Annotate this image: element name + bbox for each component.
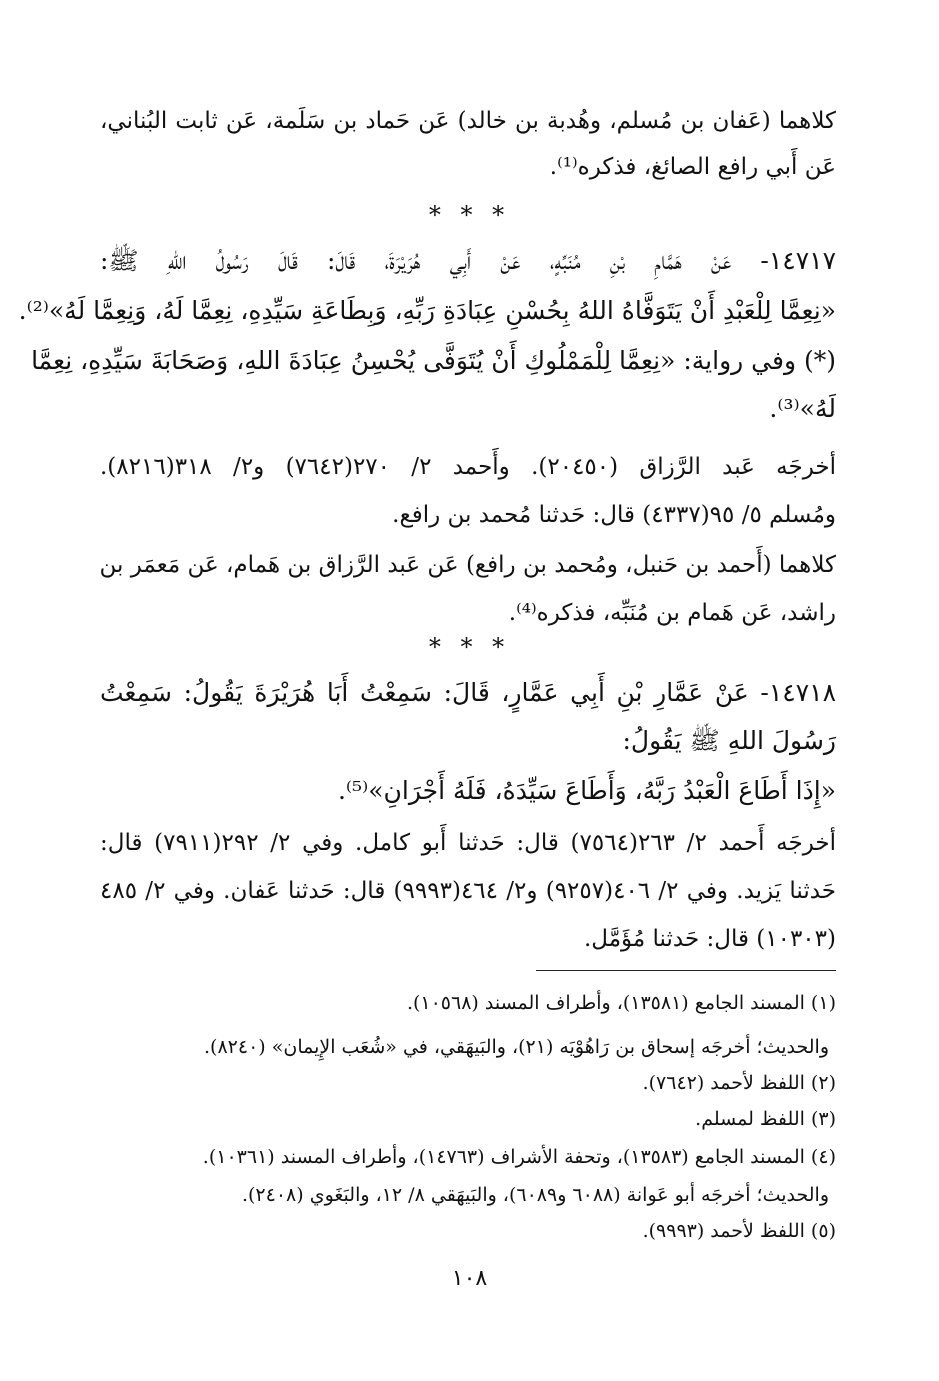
takhrij-14717-line-3: كلاهما (أَحمد بن حَنبل، ومُحمد بن رافع) عَن عَبد الرَّزاق بن هَمام، عَن مَعمَر بن xyxy=(99,552,836,578)
takhrij-14717-line-2: ومُسلم ٥/ ٩٥(٤٣٣٧) قال: حَدثنا مُحمد بن رافع. xyxy=(392,502,836,528)
footnote-3: (٣) اللفظ لمسلم. xyxy=(695,1108,836,1130)
isnad-line-1: كلاهما (عَفان بن مُسلم، وهُدبة بن خالد) عَن حَماد بن سَلَمة، عَن ثابت البُناني، xyxy=(100,108,836,134)
footnote-5: (٥) اللفظ لأحمد (٩٩٩٣). xyxy=(642,1220,836,1242)
page-number: ١٠٨ xyxy=(451,1266,488,1291)
hadith-14718-heading: ١٤٧١٨- عَنْ عَمَّارِ بْنِ أَبِي عَمَّارٍ، قَالَ: سَمِعْتُ أَبَا هُرَيْرَةَ يَقُولُ: سَمِعْتُ xyxy=(100,678,836,707)
hadith-14717-riwaya-end: لَهُ»⁽³⁾. xyxy=(769,394,836,423)
footnote-4: (٤) المسند الجامع (١٣٥٨٣)، وتحفة الأشراف (١٤٧٦٣)، وأطراف المسند (١٠٣٦١). xyxy=(202,1146,836,1168)
section-separator: * * * xyxy=(428,633,511,661)
footnote-2: (٢) اللفظ لأحمد (٧٦٤٢). xyxy=(642,1072,836,1094)
takhrij-14718-line-3: (١٠٣٠٣) قال: حَدثنا مُؤَمَّل. xyxy=(583,926,836,952)
takhrij-14718-line-2: حَدثنا يَزيد. وفي ٢/ ٤٠٦(٩٢٥٧) و٢/ ٤٦٤(٩٩٩٣) قال: حَدثنا عَفان. وفي ٢/ ٤٨٥ xyxy=(100,878,837,904)
takhrij-14717-line-4: راشد، عَن هَمام بن مُنَبِّه، فذكره⁽⁴⁾. xyxy=(508,600,836,626)
footnote-4-continued: والحديث؛ أخرجَه أبو عَوانة (٦٠٨٨ و٦٠٨٩)، والبَيهَقي ٨/ ١٢، والبَغَوي (٢٤٠٨). xyxy=(241,1184,829,1206)
footnote-1: (١) المسند الجامع (١٣٥٨١)، وأطراف المسند (١٠٥٦٨). xyxy=(406,992,836,1014)
footnote-1-continued: والحديث؛ أخرجَه إسحاق بن رَاهُوْيَه (٢١)، والبَيهَقي، في «شُعَب الإِيمان» (٨٢٤٠). xyxy=(204,1036,829,1058)
hadith-14717-riwaya: (*) وفي رواية: «نِعِمَّا لِلْمَمْلُوكِ أَنْ يُتَوَفَّى يُحْسِنُ عِبَادَةَ اللهِ، وَصَحَابَةَ سَيِّدِهِ، نِعِمَّا xyxy=(31,346,836,375)
footnote-divider xyxy=(536,970,836,971)
hadith-14718-matn: «إِذَا أَطَاعَ الْعَبْدُ رَبَّهُ، وَأَطَاعَ سَيِّدَهُ، فَلَهُ أَجْرَانِ»⁽⁵⁾. xyxy=(337,776,836,805)
isnad-line-2: عَن أَبي رافع الصائغ، فذكره⁽¹⁾. xyxy=(549,154,836,180)
takhrij-14717-line-1: أخرجَه عَبد الرَّزاق (٢٠٤٥٠). وأَحمد ٢/ ٢٧٠(٧٦٤٢) و٢/ ٣١٨(٨٢١٦). xyxy=(100,454,837,480)
hadith-14718-heading-end: رَسُولَ اللهِ ﷺ يَقُولُ: xyxy=(622,726,836,755)
takhrij-14718-line-1: أخرجَه أَحمد ٢/ ٢٦٣(٧٥٦٤) قال: حَدثنا أَبو كامل. وفي ٢/ ٢٩٢(٧٩١١) قال: xyxy=(100,830,836,856)
section-separator: * * * xyxy=(428,201,511,229)
hadith-14717-matn: «نِعِمَّا لِلْعَبْدِ أَنْ يَتَوَفَّاهُ اللهُ بِحُسْنِ عِبَادَةِ رَبِّهِ، وَبِطَاعَةِ سَيِّدِهِ، نِعِمَّا لَهُ، وَنِعِمَّا لَهُ»⁽²⁾. xyxy=(18,296,836,325)
hadith-14717-heading: ١٤٧١٧- عَنْ هَمَّامِ بْنِ مُنَبِّهٍ، عَنْ أَبِي هُرَيْرَةَ، قَالَ: قَالَ رَسُولُ اللهِ ﷺ: xyxy=(100,246,836,275)
